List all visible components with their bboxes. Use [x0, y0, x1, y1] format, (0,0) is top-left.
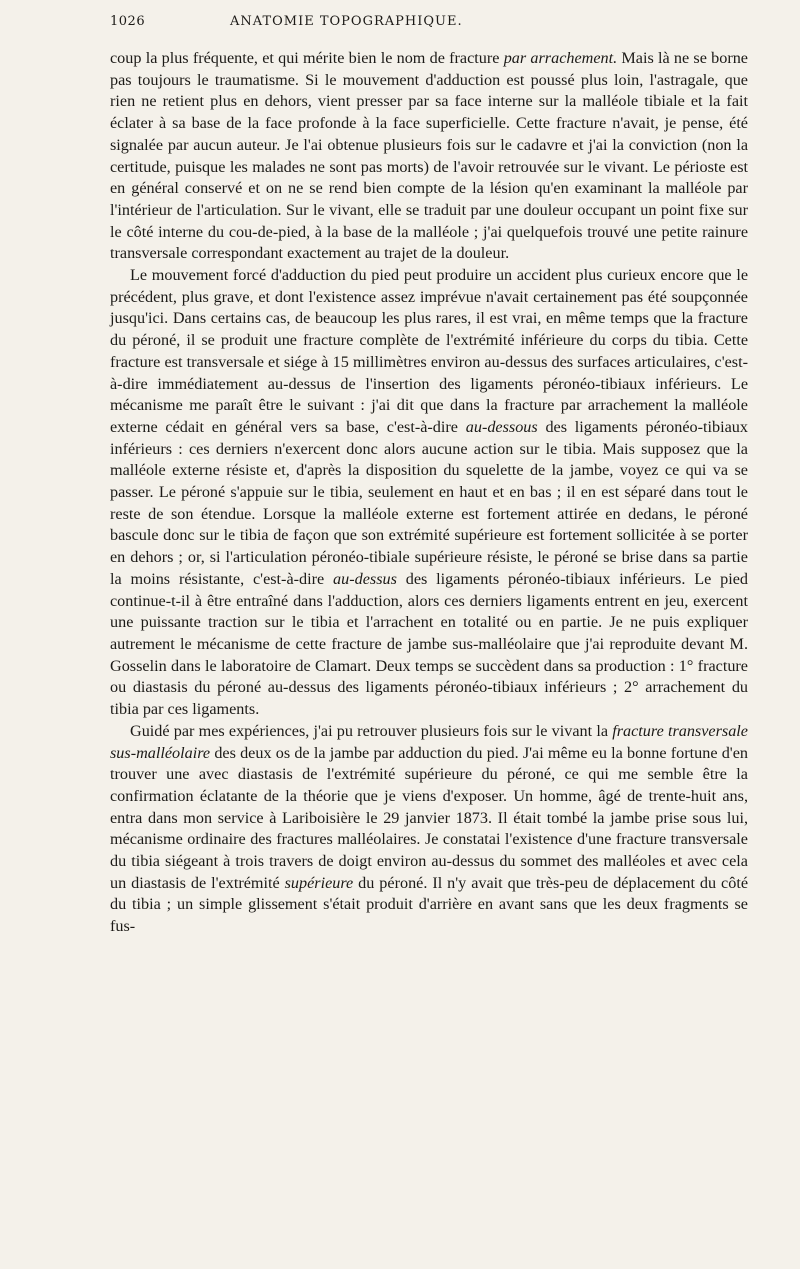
text-run: des deux os de la jambe par adduction du pied. J'ai même eu la bonne fortune d'en trouver une avec diastasis de l'extrémité supérieure du péroné, ce qui me semble être la confirmation éclatante de la théorie que je viens d'exposer. Un homme, âgé de trente-huit ans, entra dans mon service à Lariboisière le 29 janvier 1873. Il était tombé la jambe prise sous lui, mécanisme ordinaire des fractures malléolaires. Je constatai l'existence d'une fracture transversale du tibia siégeant à trois travers de doigt environ au-dessus du sommet des malléoles et avec cela un diastasis de l'extrémité — [110, 743, 748, 892]
text-run: des ligaments péronéo-tibiaux inférieurs. Le pied continue-t-il à être entraîné dans l'adduction, alors ces derniers ligaments entrent en jeu, exercent une puissante traction sur le tibia et l'arrachent en totalité ou en partie. Je ne puis expliquer autrement le mécanisme de cette fracture de jambe sus-malléolaire que j'ai reproduite devant M. Gosselin dans le laboratoire de Clamart. Deux temps se succèdent dans sa production : 1° fracture ou diastasis du péroné au-dessus des ligaments péronéo-tibiaux inférieurs ; 2° arrachement du tibia par ces ligaments. — [110, 569, 749, 719]
body-text — [110, 48, 748, 938]
italic-run: supérieure — [284, 873, 354, 892]
page-number: 1026 — [110, 14, 146, 29]
running-header — [110, 14, 748, 42]
italic-run: au-dessous — [465, 417, 538, 436]
italic-run: au-dessus — [333, 569, 397, 588]
paragraph-3 — [110, 721, 748, 938]
text-run: Guidé par mes expériences, j'ai pu retrouver plusieurs fois sur le vivant la — [130, 721, 613, 740]
italic-run: par arrachement. — [503, 49, 618, 67]
running-title: ANATOMIE TOPOGRAPHIQUE. — [230, 14, 463, 29]
text-run: Le mouvement forcé d'adduction du pied peut produire un accident plus curieux encore que le précédent, plus grave, et dont l'existence assez imprévue n'avait certainement pas été soupçonnée jusqu'ici. Dans certains cas, de beaucoup les plus rares, il est vrai, en même temps que la fracture du péroné, il se produit une fracture complète de l'extrémité inférieure du corps du tibia. Cette fracture est transversale et siége à 15 millimètres environ au-dessus des surfaces articulaires, c'est-à-dire immédiatement au-dessus de l'insertion des ligaments péronéo-tibiaux inférieurs. Le mécanisme me paraît être le suivant : j'ai dit que dans la fracture par arrachement la malléole externe cédait en général vers sa base, c'est-à-dire — [110, 266, 748, 436]
text-run: du péroné. Il n'y avait que très-peu de déplacement du côté du tibia ; un simple glissement s'était produit d'arrière en avant sans que les deux fragments se fus- — [110, 873, 749, 936]
text-run: des ligaments péronéo-tibiaux inférieurs : ces derniers n'exercent donc alors aucune action sur le tibia. Mais supposez que la malléole externe résiste et, d'après la disposition du squelette de la jambe, voyez ce qui va se passer. Le péroné s'appuie sur le tibia, seulement en haut et en bas ; il en est séparé dans tout le reste de son étendue. Lorsque la malléole externe est fortement attirée en dedans, le péroné bascule donc sur le tibia de façon que son extrémité supérieure est fortement sollicitée à se porter en dehors ; or, si l'articulation péronéo-tibiale supérieure résiste, le péroné se brise dans sa partie la moins résistante, c'est-à-dire — [110, 417, 748, 588]
paragraph-2 — [110, 265, 748, 721]
italic-run: fracture transversale sus-malléolaire — [110, 721, 748, 762]
paragraph-1 — [110, 48, 748, 265]
text-run: Mais là ne se borne pas toujours le traumatisme. Si le mouvement d'adduction est poussé plus loin, l'astragale, que rien ne retient plus en dehors, vient presser par sa face interne sur la malléole tibiale et la fait éclater à sa base de la face profonde à la face superficielle. Cette fracture n'avait, je pense, été signalée par aucun auteur. Je l'ai obtenue plusieurs fois sur le cadavre et j'ai la conviction (non la certitude, puisque les malades ne sont pas morts) de l'avoir retrouvée sur le vivant. Le périoste est en général conservé et on ne se rend bien compte de la lésion qu'en examinant la malléole par l'intérieur de l'articulation. Sur le vivant, elle se traduit par une douleur occupant un point fixe sur le côté interne du cou-de-pied, à la base de la malléole ; j'ai quelquefois trouvé une petite rainure transversale correspondant exactement au trajet de la douleur. — [110, 49, 748, 263]
text-run: coup la plus fréquente, et qui mérite bien le nom de fracture — [110, 49, 504, 67]
